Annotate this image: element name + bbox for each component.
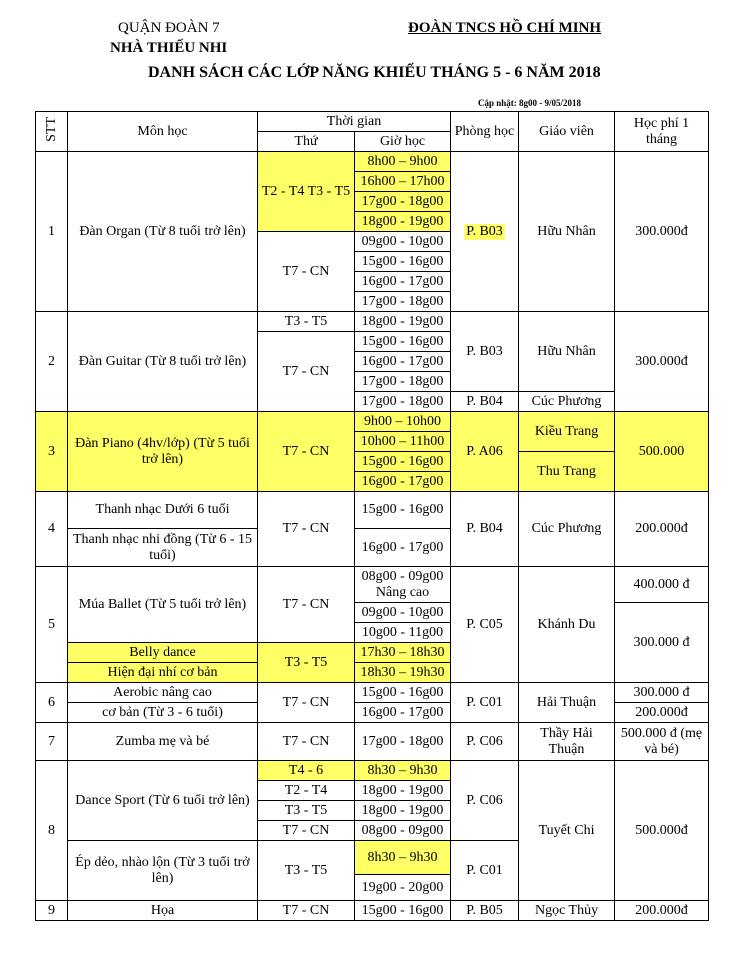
teacher-cell: Hữu Nhân (519, 312, 615, 392)
subject-cell: Thanh nhạc nhi đồng (Từ 6 - 15 tuổi) (68, 529, 258, 567)
table-row (36, 567, 709, 603)
fee-cell: 200.000đ (615, 901, 709, 921)
hours-cell: 19g00 - 20g00 (355, 875, 451, 901)
fee-cell: 300.000đ (615, 312, 709, 412)
subject-cell: Belly dance (68, 643, 258, 663)
col-room: Phòng học (451, 112, 519, 152)
subject-cell: Múa Ballet (Từ 5 tuổi trở lên) (68, 567, 258, 643)
stt-cell: 6 (36, 683, 68, 723)
days-cell: T4 - 6 (258, 761, 355, 781)
days-cell: T2 - T4 (258, 781, 355, 801)
table-row (36, 683, 709, 703)
days-cell: T3 - T5 (258, 312, 355, 332)
teacher-cell: Thu Trang (519, 452, 615, 492)
table-row (36, 412, 709, 432)
updated-note: Cập nhật: 8g00 - 9/05/2018 (478, 98, 582, 108)
subject-cell: Ép dẻo, nhào lộn (Từ 3 tuổi trở lên) (68, 841, 258, 901)
teacher-cell: Kiều Trang (519, 412, 615, 452)
hours-cell: 09g00 - 10g00 (355, 603, 451, 623)
room-cell: P. A06 (451, 412, 519, 492)
room-cell: P. C06 (451, 723, 519, 761)
subject-cell: Họa (68, 901, 258, 921)
hours-cell: 16g00 - 17g00 (355, 529, 451, 567)
room-cell: P. B05 (451, 901, 519, 921)
days-cell: T7 - CN (258, 723, 355, 761)
hours-cell: 17g00 - 18g00 (355, 192, 451, 212)
fee-cell: 300.000 đ (615, 683, 709, 703)
teacher-cell: Cúc Phương (519, 392, 615, 412)
stt-cell: 2 (36, 312, 68, 412)
hours-cell: 9h00 – 10h00 (355, 412, 451, 432)
subject-cell: Dance Sport (Từ 6 tuổi trở lên) (68, 761, 258, 841)
fee-cell: 500.000 đ (mẹ và bé) (615, 723, 709, 761)
days-cell: T7 - CN (258, 492, 355, 567)
days-cell: T7 - CN (258, 412, 355, 492)
page-title: DANH SÁCH CÁC LỚP NĂNG KHIẾU THÁNG 5 - 6 NĂM 2018 (148, 64, 601, 81)
days-cell: T7 - CN (258, 683, 355, 723)
days-cell: T7 - CN (258, 332, 355, 412)
hours-cell: 15g00 - 16g00 (355, 901, 451, 921)
room-cell: P. B03 (451, 312, 519, 392)
subject-cell: Hiện đại nhí cơ bản (68, 663, 258, 683)
fee-cell: 400.000 đ (615, 567, 709, 603)
hours-cell: 17g00 - 18g00 (355, 292, 451, 312)
fee-cell: 200.000đ (615, 703, 709, 723)
hours-cell: 16g00 - 17g00 (355, 472, 451, 492)
col-hours: Giờ học (355, 132, 451, 152)
fee-cell: 300.000đ (615, 152, 709, 312)
fee-cell: 500.000đ (615, 761, 709, 901)
fee-cell: 500.000 (615, 412, 709, 492)
hours-cell: 15g00 - 16g00 (355, 252, 451, 272)
subject-cell: Zumba mẹ và bé (68, 723, 258, 761)
days-cell: T7 - CN (258, 821, 355, 841)
teacher-cell: Hữu Nhân (519, 152, 615, 312)
stt-cell: 5 (36, 567, 68, 683)
hours-cell: 16g00 - 17g00 (355, 703, 451, 723)
hours-cell: 8h30 – 9h30 (355, 761, 451, 781)
room-cell: P. C05 (451, 567, 519, 683)
hours-cell: 18g00 - 19g00 (355, 801, 451, 821)
days-cell: T3 - T5 (258, 801, 355, 821)
room-cell: P. C01 (451, 841, 519, 901)
table-header-row (36, 112, 709, 132)
days-cell: T3 - T5 (258, 643, 355, 683)
subject-cell: Aerobic nâng cao (68, 683, 258, 703)
room-cell: P. B04 (451, 492, 519, 567)
hours-cell: 16g00 - 17g00 (355, 352, 451, 372)
days-cell: T7 - CN (258, 567, 355, 643)
teacher-cell: Thầy Hải Thuận (519, 723, 615, 761)
org-left-name: QUẬN ĐOÀN 7 (118, 20, 220, 36)
col-subject: Môn học (68, 112, 258, 152)
org-left-subname: NHÀ THIẾU NHI (110, 40, 228, 56)
stt-cell: 3 (36, 412, 68, 492)
table-row (36, 761, 709, 781)
room-cell: P. B04 (451, 392, 519, 412)
days-cell: T7 - CN (258, 901, 355, 921)
hours-cell: 16h00 – 17h00 (355, 172, 451, 192)
days-cell: T7 - CN (258, 232, 355, 312)
stt-cell: 9 (36, 901, 68, 921)
hours-cell: 16g00 - 17g00 (355, 272, 451, 292)
col-stt: STT (36, 112, 68, 152)
hours-cell: 17g00 - 18g00 (355, 723, 451, 761)
hours-cell: 8h30 – 9h30 (355, 841, 451, 875)
table-row (36, 312, 709, 332)
subject-cell: Thanh nhạc Dưới 6 tuổi (68, 492, 258, 529)
hours-cell: 08g00 - 09g00 Nâng cao (355, 567, 451, 603)
subject-cell: Đàn Piano (4hv/lớp) (Từ 5 tuổi trở lên) (68, 412, 258, 492)
hours-cell: 10g00 - 11g00 (355, 623, 451, 643)
hours-cell: 15g00 - 16g00 (355, 332, 451, 352)
col-time: Thời gian (258, 112, 451, 132)
org-right-name: ĐOÀN TNCS HỒ CHÍ MINH (408, 20, 602, 36)
stt-cell: 7 (36, 723, 68, 761)
subject-cell: cơ bản (Từ 3 - 6 tuổi) (68, 703, 258, 723)
teacher-cell: Ngọc Thủy (519, 901, 615, 921)
teacher-cell: Hải Thuận (519, 683, 615, 723)
col-fee: Học phí 1 tháng (615, 112, 709, 152)
stt-cell: 4 (36, 492, 68, 567)
teacher-cell: Cúc Phương (519, 492, 615, 567)
teacher-cell: Tuyết Chi (519, 761, 615, 901)
table-row (36, 152, 709, 172)
room-cell: P. C06 (451, 761, 519, 841)
hours-cell: 09g00 - 10g00 (355, 232, 451, 252)
hours-cell: 15g00 - 16g00 (355, 452, 451, 472)
table-row (36, 492, 709, 529)
hours-cell: 15g00 - 16g00 (355, 683, 451, 703)
stt-cell: 8 (36, 761, 68, 901)
stt-cell: 1 (36, 152, 68, 312)
room-cell: P. B03 (451, 152, 519, 312)
fee-cell: 300.000 đ (615, 603, 709, 683)
hours-cell: 18g00 - 19g00 (355, 781, 451, 801)
hours-cell: 10h00 – 11h00 (355, 432, 451, 452)
subject-cell: Đàn Guitar (Từ 8 tuổi trở lên) (68, 312, 258, 412)
hours-cell: 08g00 - 09g00 (355, 821, 451, 841)
hours-cell: 18g00 - 19g00 (355, 212, 451, 232)
table-row (36, 901, 709, 921)
col-day: Thứ (258, 132, 355, 152)
hours-cell: 17g00 - 18g00 (355, 392, 451, 412)
hours-cell: 17h30 – 18h30 (355, 643, 451, 663)
table-row (36, 723, 709, 761)
days-cell: T3 - T5 (258, 841, 355, 901)
hours-cell: 18g00 - 19g00 (355, 312, 451, 332)
fee-cell: 200.000đ (615, 492, 709, 567)
hours-cell: 18h30 – 19h30 (355, 663, 451, 683)
hours-cell: 17g00 - 18g00 (355, 372, 451, 392)
subject-cell: Đàn Organ (Từ 8 tuổi trở lên) (68, 152, 258, 312)
col-teacher: Giáo viên (519, 112, 615, 152)
hours-cell: 8h00 – 9h00 (355, 152, 451, 172)
days-cell: T2 - T4 T3 - T5 (258, 152, 355, 232)
hours-cell: 15g00 - 16g00 (355, 492, 451, 529)
class-schedule-table (35, 111, 709, 921)
room-cell: P. C01 (451, 683, 519, 723)
teacher-cell: Khánh Du (519, 567, 615, 683)
